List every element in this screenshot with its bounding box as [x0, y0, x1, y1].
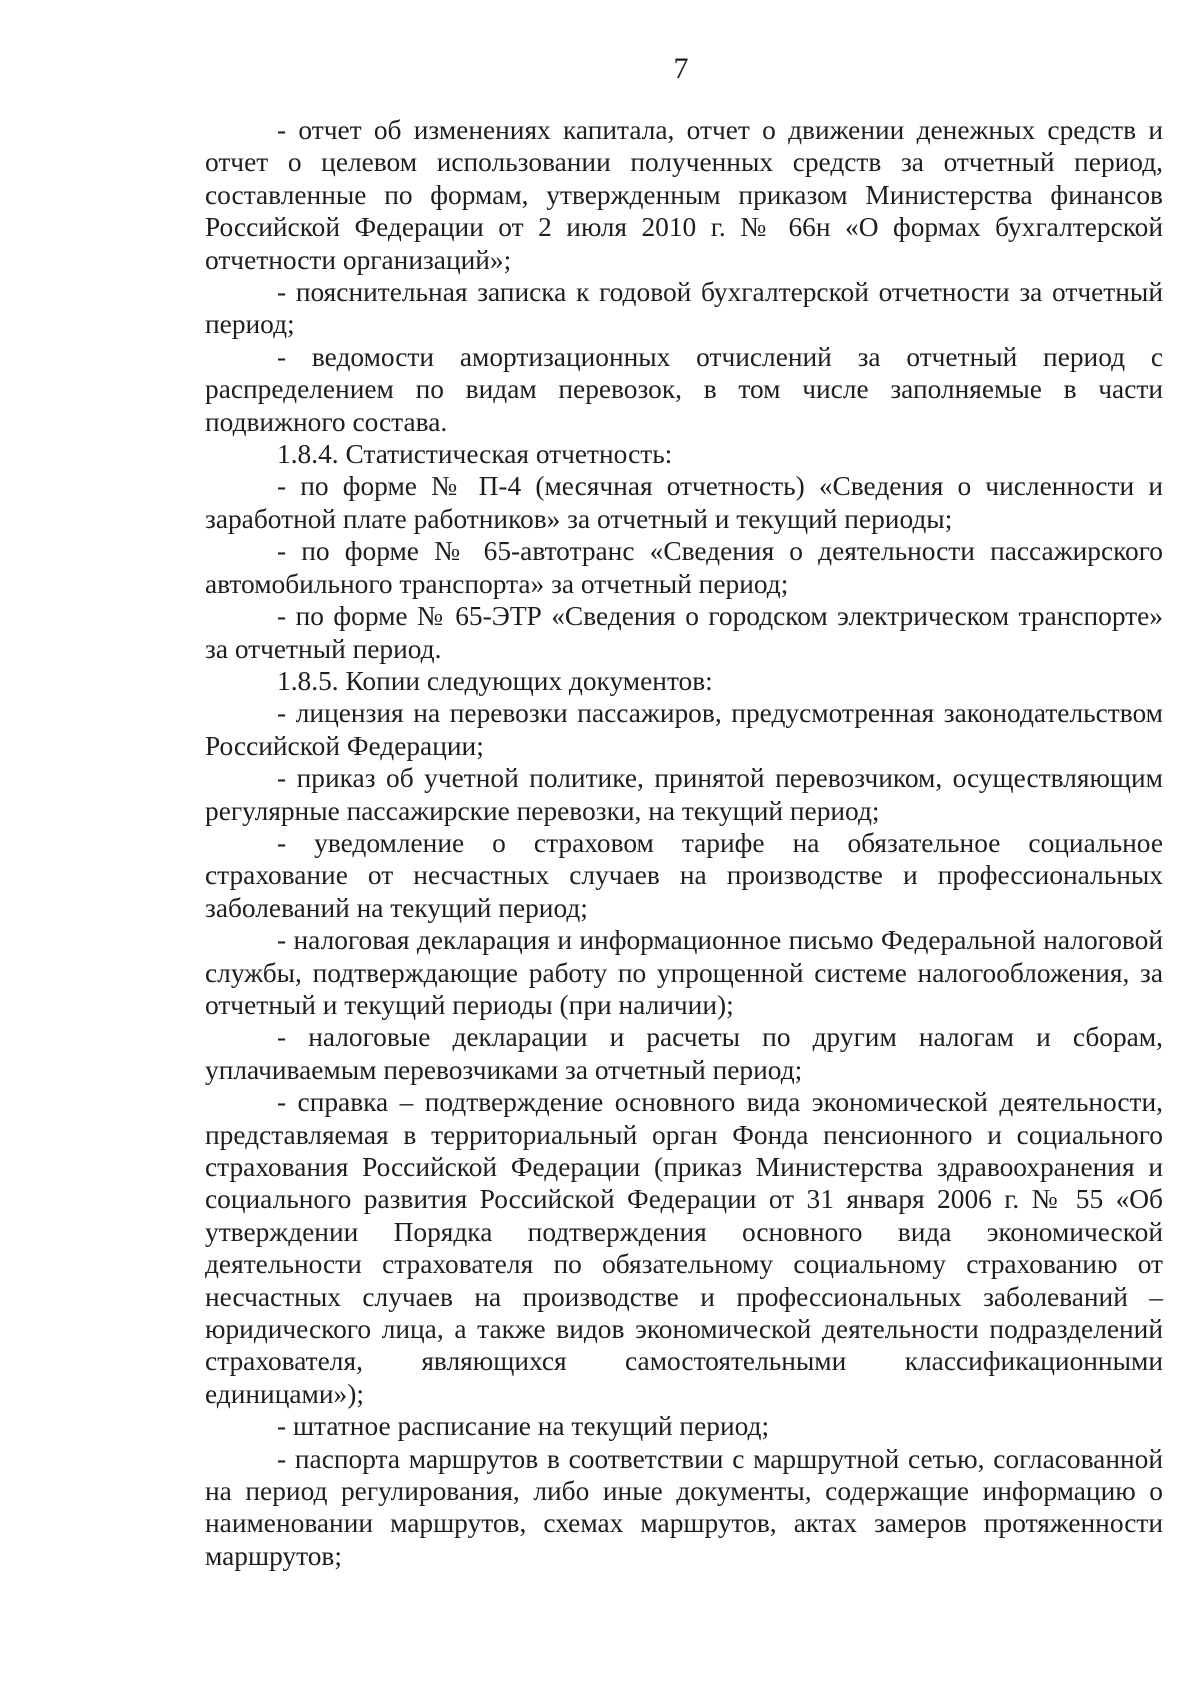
paragraph-route-passports: - паспорта маршрутов в соответствии с маршрутной сетью, согласованной на период регулирования, либо иные документы, содержащие информацию о наименовании маршрутов, схемах маршрутов, актах замеров протяженности маршрутов;: [205, 1443, 1163, 1571]
paragraph-form-65-etr: - по форме № 65-ЭТР «Сведения о городском электрическом транспорте» за отчетный период.: [205, 601, 1163, 664]
paragraph-activity-confirmation: - справка – подтверждение основного вида экономической деятельности, представляемая в территориальный орган Фонда пенсионного и социального страхования Российской Федерации (приказ Министерства здравоохранения и социального развития Российской Федерации от 31 января 2006 г. № 55 «Об утверждении Порядка подтверждения основного вида экономической деятельности страхователя по обязательному социальному страхованию от несчастных случаев на производстве и профессиональных заболеваний – юридического лица, а также видов экономической деятельности подразделений страхователя, являющихся самостоятельными классификационными единицами»);: [205, 1087, 1163, 1409]
paragraph-explanatory-note: - пояснительная записка к годовой бухгалтерской отчетности за отчетный период;: [205, 277, 1163, 340]
paragraph-tax-declaration: - налоговая декларация и информационное письмо Федеральной налоговой службы, подтверждающие работу по упрощенной системе налогообложения, за отчетный и текущий периоды (при наличии);: [205, 925, 1163, 1020]
section-heading-statistical-reporting: 1.8.4. Статистическая отчетность:: [277, 439, 673, 470]
paragraph-form-65-autotrans: - по форме № 65-автотранс «Сведения о деятельности пассажирского автомобильного транспорта» за отчетный период;: [205, 536, 1163, 599]
paragraph-insurance-notice: - уведомление о страховом тарифе на обязательное социальное страхование от несчастных случаев на производстве и профессиональных заболеваний на текущий период;: [205, 827, 1163, 923]
paragraph-form-p4: - по форме № П-4 (месячная отчетность) «Сведения о численности и заработной плате работников» за отчетный и текущий периоды;: [205, 471, 1163, 534]
section-heading-document-copies: 1.8.5. Копии следующих документов:: [277, 665, 713, 696]
paragraph-capital-report: - отчет об изменениях капитала, отчет о движении денежных средств и отчет о целевом использовании полученных средств за отчетный период, составленные по формам, утвержденным приказом Министерства финансов Российской Федерации от 2 июля 2010 г. № 66н «О формах бухгалтерской отчетности организаций»;: [205, 115, 1163, 275]
paragraph-other-taxes: - налоговые декларации и расчеты по другим налогам и сборам, уплачиваемым перевозчиками за отчетный период;: [205, 1022, 1163, 1085]
paragraph-accounting-policy: - приказ об учетной политике, принятой перевозчиком, осуществляющим регулярные пассажирские перевозки, на текущий период;: [205, 763, 1163, 826]
paragraph-staff-schedule: - штатное расписание на текущий период;: [277, 1411, 770, 1442]
paragraph-depreciation-statements: - ведомости амортизационных отчислений за отчетный период с распределением по видам перевозок, в том числе заполняемые в части подвижного состава.: [205, 341, 1163, 437]
page-number: 7: [673, 52, 689, 85]
document-body: [205, 114, 1163, 1572]
paragraph-license: - лицензия на перевозки пассажиров, предусмотренная законодательством Российской Федерации;: [205, 698, 1163, 761]
